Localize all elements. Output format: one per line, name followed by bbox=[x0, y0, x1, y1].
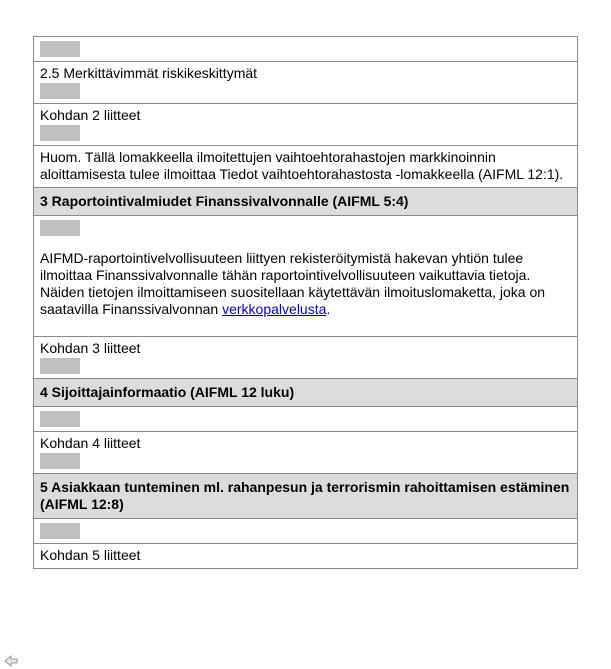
form-cell bbox=[34, 37, 578, 62]
form-cell bbox=[34, 519, 578, 544]
table-row bbox=[34, 407, 578, 432]
section-3-attachments-label: Kohdan 3 liitteet bbox=[40, 340, 141, 356]
text-input-field[interactable] bbox=[40, 83, 80, 99]
text-input-field[interactable] bbox=[40, 358, 80, 374]
form-cell bbox=[34, 432, 578, 474]
section-heading-row bbox=[34, 474, 578, 519]
section-2-attachments-label: Kohdan 2 liitteet bbox=[40, 107, 141, 123]
table-row bbox=[34, 544, 578, 569]
note-cell: Huom. Tällä lomakkeella ilmoitettujen vaihtoehtorahastojen markkinoinnin aloittamisesta tulee ilmoittaa Tiedot vaihtoehtorahastosta -lomakkeella (AIFML 12:1). bbox=[34, 146, 578, 188]
table-row bbox=[34, 146, 578, 188]
section-4-heading: 4 Sijoittajainformaatio (AIFML 12 luku) bbox=[34, 379, 578, 407]
table-row bbox=[34, 104, 578, 146]
back-arrow-icon[interactable] bbox=[4, 655, 18, 667]
text-input-field[interactable] bbox=[40, 41, 80, 57]
table-row bbox=[34, 37, 578, 62]
form-cell bbox=[34, 544, 578, 569]
table-row bbox=[34, 216, 578, 337]
form-cell bbox=[34, 104, 578, 146]
text-input-field[interactable] bbox=[40, 220, 80, 236]
section-5-heading: 5 Asiakkaan tunteminen ml. rahanpesun ja terrorismin rahoittamisen estäminen (AIFML 12:8) bbox=[34, 474, 578, 519]
risk-concentration-label: 2.5 Merkittävimmät riskikeskittymät bbox=[40, 65, 258, 81]
form-cell bbox=[34, 62, 578, 104]
section-4-attachments-label: Kohdan 4 liitteet bbox=[40, 435, 141, 451]
section-heading-row bbox=[34, 188, 578, 216]
section-heading-row bbox=[34, 379, 578, 407]
text-input-field[interactable] bbox=[40, 411, 80, 427]
form-cell bbox=[34, 407, 578, 432]
text-input-field[interactable] bbox=[40, 523, 80, 539]
paragraph-end: . bbox=[326, 301, 331, 317]
web-service-link[interactable]: verkkopalvelusta bbox=[222, 301, 327, 317]
form-cell bbox=[34, 337, 578, 379]
section-3-heading: 3 Raportointivalmiudet Finanssivalvonnalle (AIFML 5:4) bbox=[34, 188, 578, 216]
reporting-paragraph bbox=[40, 250, 571, 318]
reporting-paragraph-text: AIFMD-raportointivelvollisuuteen liittyen rekisteröitymistä hakevan yhtiön tulee ilmoittaa Finanssivalvonnalle tähän raportointivelvollisuuteen vaikuttavia tietoja. Näiden tietojen ilmoittamiseen suositellaan käytettävän ilmoituslomaketta, joka on saatavilla Finanssivalvonnan bbox=[40, 250, 546, 317]
table-row bbox=[34, 62, 578, 104]
text-input-field[interactable] bbox=[40, 125, 80, 141]
form-table bbox=[33, 36, 578, 569]
table-row bbox=[34, 337, 578, 379]
table-row bbox=[34, 519, 578, 544]
form-cell bbox=[34, 216, 578, 337]
text-input-field[interactable] bbox=[40, 453, 80, 469]
section-5-attachments-label: Kohdan 5 liitteet bbox=[40, 547, 141, 563]
table-row bbox=[34, 432, 578, 474]
